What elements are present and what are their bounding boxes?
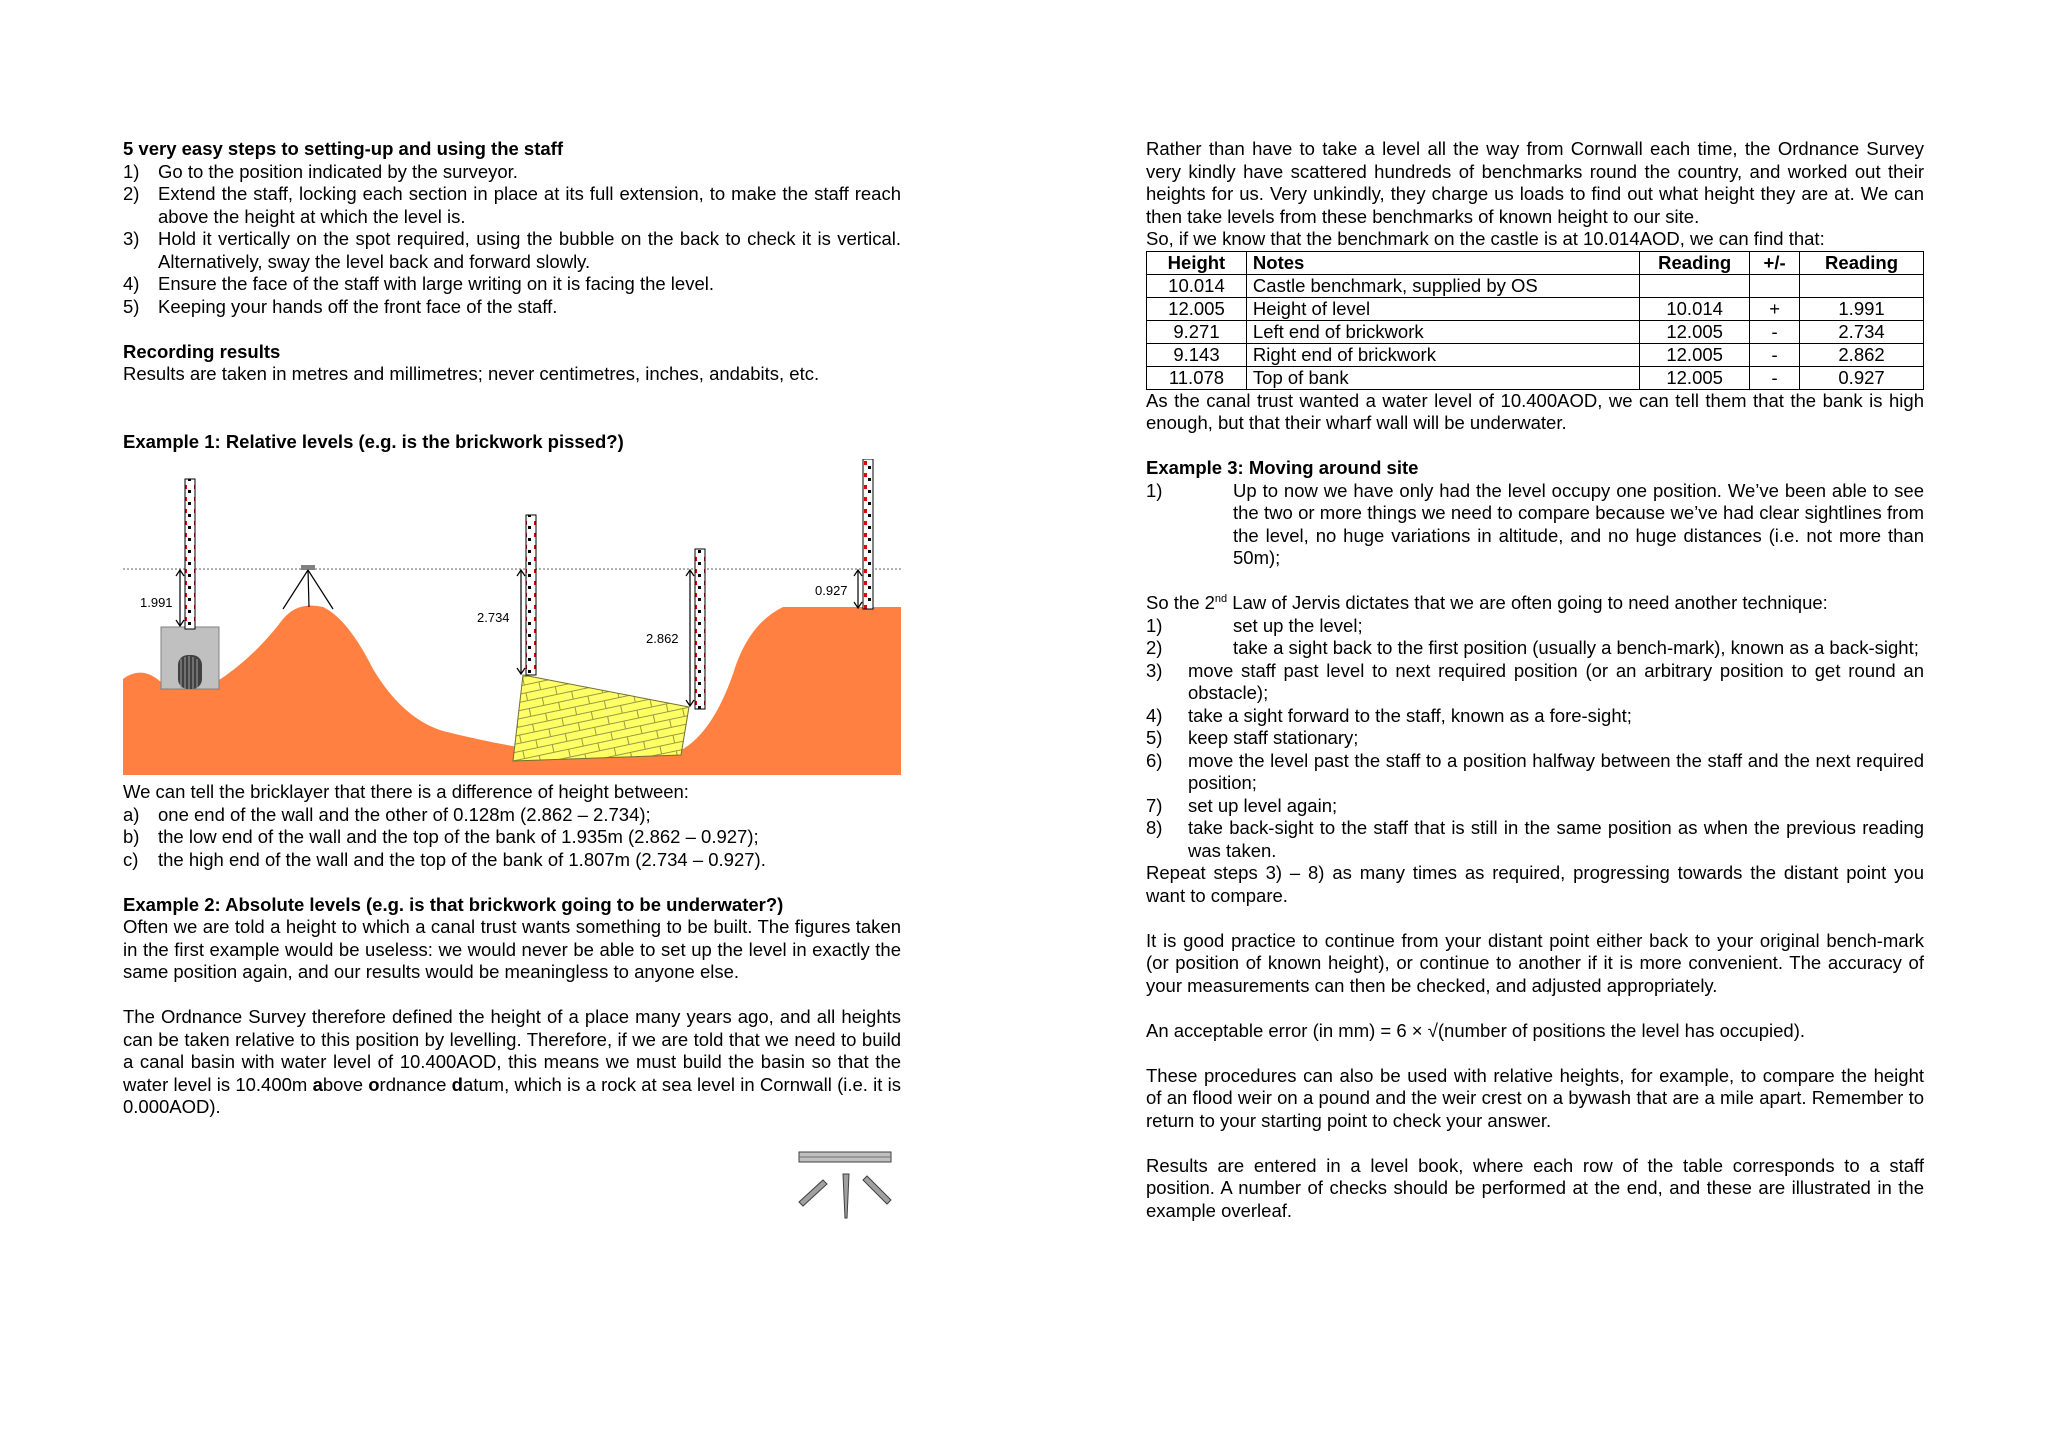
text-run: bove [322,1073,369,1095]
column-header: Height [1147,251,1247,274]
table-cell: Right end of brickwork [1246,343,1639,366]
list-item [123,826,901,849]
tripod-level [283,565,333,609]
column-header: Reading [1800,251,1924,274]
item-text: set up level again; [1188,794,1338,816]
item-text: take a sight forward to the staff, known as a fore-sight; [1188,704,1632,726]
recording-text: Results are taken in metres and millimetres; never centimetres, inches, andabits, etc. [123,363,820,384]
item-text: Go to the position indicated by the surveyor. [158,160,518,182]
benchmark-intro: Rather than have to take a level all the way from Cornwall each time, the Ordnance Survey very kindly have scattered hundreds of benchmarks round the country, and worked out their heights for us. Very unkindly, they charge us loads to find out what height they are at. We can then take levels from these benchmarks of known height to our site. [1146,138,1924,227]
table-cell [1640,274,1750,297]
item-number: 3) [123,228,140,249]
item-number: 8) [1146,817,1163,838]
table-cell: 12.005 [1640,366,1750,389]
steps-heading: 5 very easy steps to setting-up and using the staff [123,138,563,159]
item-text: Up to now we have only had the level occupy one position. We’ve been able to see the two or more things we need to compare because we’ve had clear sightlines from the level, no huge variations in altitude, and no huge distances (i.e. not more than 50m); [1233,479,1924,568]
level-icon [795,1150,895,1226]
procedures-text: These procedures can also be used with relative heights, for example, to compare the height of an flood weir on a pound and the weir crest on a bywash that are a mile apart. Remember to return to your starting point to check your answer. [1146,1064,1924,1131]
table-cell: - [1750,343,1800,366]
after-table-text: As the canal trust wanted a water level of 10.400AOD, we can tell them that the bank is high enough, but that their wharf wall will be underwater. [1146,389,1924,433]
item-number: 4) [1146,704,1163,726]
item-number: 5) [1146,727,1163,748]
item-number: 5) [123,295,140,317]
text-run-bold: o [368,1073,380,1095]
list-item [123,161,901,184]
item-text: keep staff stationary; [1188,727,1359,748]
item-text: take back-sight to the staff that is still in the same position as when the previous reading was taken. [1188,817,1924,861]
item-number: 4) [123,273,140,294]
column-header: Reading [1640,251,1750,274]
table-cell: 11.078 [1147,366,1247,389]
item-text: the high end of the wall and the top of the bank of 1.807m (2.734 – 0.927). [158,848,766,870]
table-cell: Castle benchmark, supplied by OS [1246,274,1639,297]
table-cell: 2.734 [1800,320,1924,343]
ground-shape [123,606,901,776]
list-item [1146,615,1924,638]
acceptable-error-text: An acceptable error (in mm) = 6 × √(number of positions the level has occupied). [1146,1019,1805,1041]
list-item [123,804,901,827]
table-row [1147,366,1924,389]
list-item [123,183,901,228]
table-cell: 9.143 [1147,343,1247,366]
text-run: So the 2 [1146,592,1215,613]
reading-label-3: 2.862 [646,631,679,646]
item-text: take a sight back to the first position (usually a bench-mark), known as a back-sight; [1233,637,1919,658]
list-item [123,273,901,296]
item-number: 7) [1146,794,1163,816]
right-column [1146,138,1924,1222]
item-letter: c) [123,848,139,870]
staff-3 [695,549,705,709]
table-cell [1800,274,1924,297]
item-text: Keeping your hands off the front face of the staff. [158,295,558,317]
item-number: 1) [1146,614,1163,636]
superscript: nd [1214,592,1228,605]
text-run: Law of Jervis dictates that we are often going to need another technique: [1227,592,1828,613]
levelling-diagram [123,459,901,775]
table-cell: Left end of brickwork [1246,320,1639,343]
staff-2 [526,515,536,675]
item-letter: b) [123,826,140,847]
item-letter: a) [123,803,140,825]
reading-label-4: 0.927 [815,583,848,598]
item-number: 6) [1146,749,1163,771]
table-row [1147,343,1924,366]
staff-1 [185,479,195,629]
example1-intro: We can tell the bricklayer that there is a difference of height between: [123,781,689,802]
steps-list [123,161,901,319]
table-intro: So, if we know that the benchmark on the castle is at 10.014AOD, we can find that: [1146,228,1825,249]
text-run: The Ordnance Survey therefore defined the height of a place many years ago, and all heights can be taken relative to this position by levelling. Therefore, if we are told that we need to build a canal basin with water level of 10.400AOD, this means we must build the basin so that the water level is 10.400m [123,1006,901,1095]
list-item [123,228,901,273]
table-cell: 9.271 [1147,320,1247,343]
law-of-jervis [1146,592,1924,615]
table-row [1147,320,1924,343]
brick-wall [513,675,689,761]
list-item [1146,637,1924,660]
table-cell: 10.014 [1147,274,1247,297]
item-text: one end of the wall and the other of 0.128m (2.862 – 2.734); [158,803,651,825]
list-item [1146,817,1924,862]
example2-heading: Example 2: Absolute levels (e.g. is that brickwork going to be underwater?) [123,893,784,915]
item-text: Ensure the face of the staff with large writing on it is facing the level. [158,273,714,294]
example2-paragraph-1: Often we are told a height to which a canal trust wants something to be built. The figures taken in the first example would be useless: we would never be able to set up the level in exactly the same position again, and our results would be meaningless to anyone else. [123,916,901,982]
table-row [1147,274,1924,297]
item-number: 3) [1146,659,1163,681]
text-run: rdnance [379,1073,452,1095]
column-header: Notes [1246,251,1639,274]
list-item [1146,750,1924,795]
text-run-bold: a [312,1073,323,1095]
reading-label-1: 1.991 [140,595,173,610]
repeat-text: Repeat steps 3) – 8) as many times as required, progressing towards the distant point you want to compare. [1146,862,1924,906]
list-item [123,849,901,872]
castle-benchmark [161,627,219,689]
table-cell: + [1750,297,1800,320]
table-row [1147,297,1924,320]
example3-heading: Example 3: Moving around site [1146,457,1419,478]
table-cell: 2.862 [1800,343,1924,366]
item-number: 2) [1146,637,1163,658]
table-cell [1750,274,1800,297]
table-cell: 12.005 [1147,297,1247,320]
recording-heading: Recording results [123,340,281,362]
table-cell: 12.005 [1640,320,1750,343]
reading-label-2: 2.734 [477,610,510,625]
table-cell: - [1750,366,1800,389]
list-item [1146,480,1924,570]
item-text: move the level past the staff to a position halfway between the staff and the next required position; [1188,749,1924,793]
item-number: 2) [123,183,140,204]
levels-table [1146,251,1924,390]
list-item [1146,705,1924,728]
table-cell: 10.014 [1640,297,1750,320]
column-header: +/- [1750,251,1800,274]
results-text: Results are entered in a level book, where each row of the table corresponds to a staff position. A number of checks should be performed at the end, and these are illustrated in the example overleaf. [1146,1154,1924,1221]
list-item [123,296,901,319]
list-item [1146,795,1924,818]
example2-paragraph-2 [123,1006,901,1119]
item-text: Hold it vertically on the spot required, using the bubble on the back to check it is vertical. Alternatively, sway the level back and forward slowly. [158,228,901,272]
table-header-row [1147,251,1924,274]
good-practice-text: It is good practice to continue from your distant point either back to your original bench-mark (or position of known height), or continue to another if it is more convenient. The accuracy of your measurements can then be checked, and adjusted appropriately. [1146,929,1924,996]
item-text: move staff past level to next required position (or an arbitrary position to get round an obstacle); [1188,659,1924,703]
text-run: atum, which is a rock at sea level in Cornwall (i.e. it is 0.000AOD). [123,1073,902,1117]
staff-4 [863,459,873,609]
list-item [1146,727,1924,750]
table-cell: 1.991 [1800,297,1924,320]
example1-heading: Example 1: Relative levels (e.g. is the brickwork pissed?) [123,430,624,452]
list-item [1146,660,1924,705]
table-cell: 12.005 [1640,343,1750,366]
table-cell: Height of level [1246,297,1639,320]
left-column [123,138,901,1119]
item-number: 1) [1146,479,1163,501]
table-cell: 0.927 [1800,366,1924,389]
item-text: Extend the staff, locking each section in place at its full extension, to make the staff reach above the height at which the level is. [158,183,901,227]
item-text: the low end of the wall and the top of the bank of 1.935m (2.862 – 0.927); [158,826,759,847]
item-text: set up the level; [1233,614,1363,636]
table-cell: Top of bank [1246,366,1639,389]
text-run-bold: d [451,1073,463,1095]
table-cell: - [1750,320,1800,343]
item-number: 1) [123,160,140,182]
